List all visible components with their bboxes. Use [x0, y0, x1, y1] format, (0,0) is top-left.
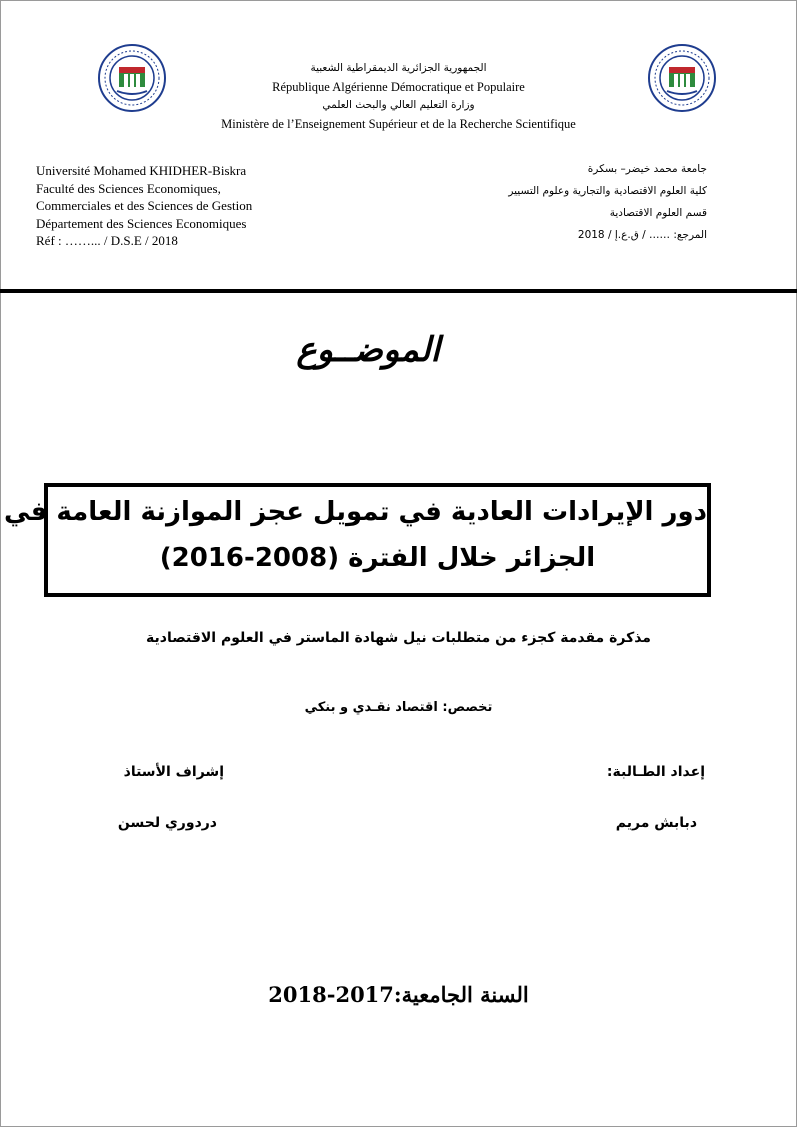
- topic-heading: الموضــوع: [296, 330, 440, 370]
- faculty-name-fr: Faculté des Sciences Economiques,: [36, 180, 221, 196]
- republic-arabic: الجمهورية الجزائرية الديمقراطية الشعبية: [310, 62, 487, 74]
- department-name-ar: قسم العلوم الاقتصادية: [609, 207, 707, 219]
- specialty: تخصص: اقتصاد نقـدي و بنكي: [304, 700, 493, 715]
- header-divider: [0, 289, 797, 293]
- institution-arabic-block: [377, 158, 707, 246]
- ministry-arabic: وزارة التعليم العالي والبحث العلمي: [322, 99, 475, 111]
- academic-year: السنة الجامعية:2017-2018: [268, 982, 529, 1007]
- memo-description: مذكرة مقدمة كجزء من متطلبات نيل شهادة الماستر في العلوم الاقتصادية: [146, 630, 651, 646]
- title-line-1: دور الإيرادات العادية في تمويل عجز الموازنة العامة في: [4, 497, 707, 527]
- supervisor-name: دردوري لحسن: [117, 815, 217, 831]
- prepared-by-label: إعداد الطـالبة:: [606, 764, 705, 780]
- department-name-fr: Département des Sciences Economiques: [36, 215, 247, 231]
- university-name-fr: Université Mohamed KHIDHER-Biskra: [36, 163, 247, 178]
- reference-ar: المرجع: …… / ق.ع.إ / 2018: [577, 229, 707, 241]
- student-name: دبابش مريم: [615, 815, 697, 831]
- title-box: [4, 483, 711, 597]
- reference-fr: Réf : ……... / D.S.E / 2018: [36, 233, 178, 248]
- university-name-ar: جامعة محمد خيضر– بسكرة: [587, 163, 707, 175]
- faculty-name-fr-cont: Commerciales et des Sciences de Gestion: [36, 198, 253, 213]
- institution-french-block: [36, 162, 356, 250]
- ministry-french: Ministère de l’Enseignement Supérieur et de la Recherche Scientifique: [221, 117, 576, 131]
- supervisor-label: إشراف الأستاذ: [123, 764, 224, 780]
- faculty-name-ar: كلية العلوم الاقتصادية والتجارية وعلوم التسيير: [508, 185, 707, 197]
- republic-french: République Algérienne Démocratique et Populaire: [272, 80, 525, 94]
- title-line-2: الجزائر خلال الفترة (2008-2016): [159, 543, 596, 573]
